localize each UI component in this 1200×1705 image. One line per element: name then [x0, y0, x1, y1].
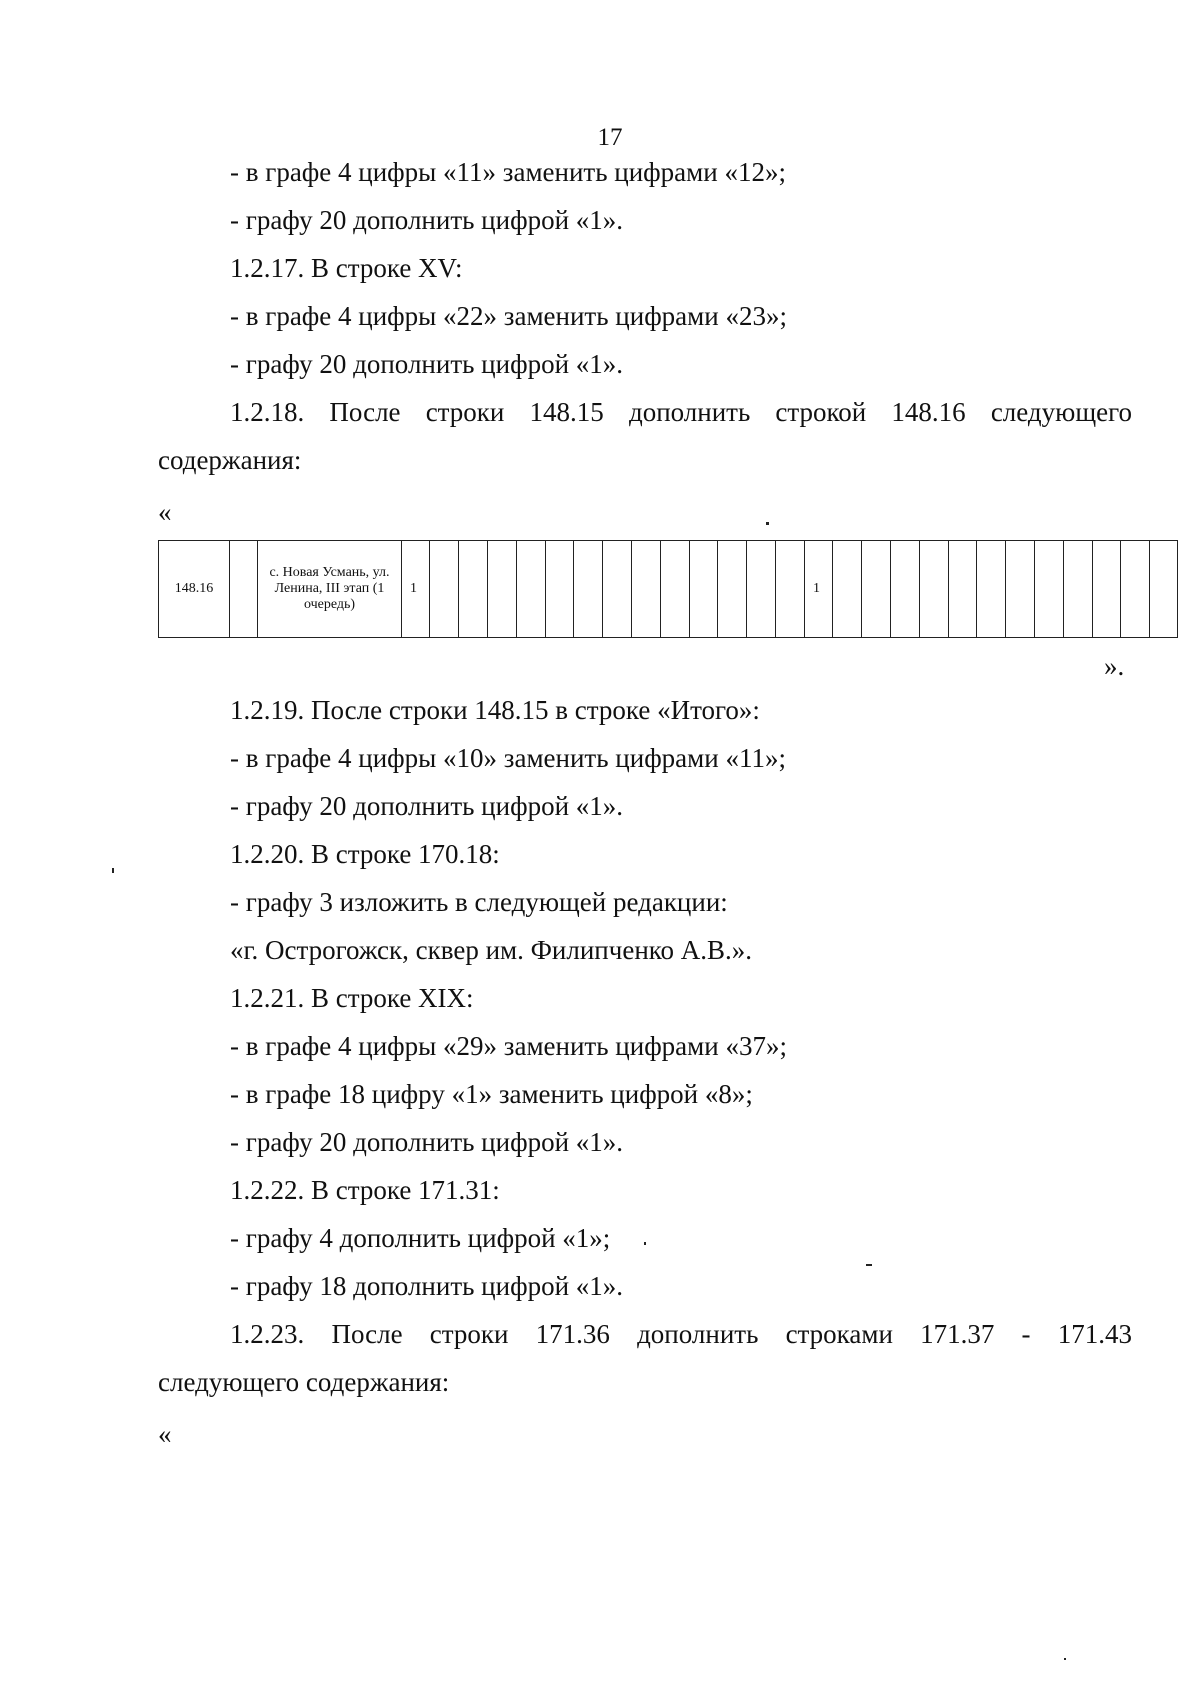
cell-col4: 1	[402, 541, 430, 638]
table-cell	[230, 541, 258, 638]
table-cell	[546, 541, 574, 638]
table-cell	[718, 541, 747, 638]
cell-col18: 1	[805, 541, 833, 638]
paragraph-line: «г. Острогожск, сквер им. Филипченко А.В.».	[230, 935, 753, 965]
table-cell	[632, 541, 661, 638]
table-cell	[459, 541, 488, 638]
scan-speck	[112, 868, 114, 873]
inserted-row-table	[158, 540, 1178, 638]
table-cell	[517, 541, 546, 638]
scan-speck	[1064, 1658, 1066, 1660]
table-cell	[1035, 541, 1064, 638]
table-row	[159, 541, 1178, 638]
paragraph-line: - в графе 4 цифры «10» заменить цифрами «11»;	[230, 743, 786, 773]
paragraph-line: - в графе 4 цифры «11» заменить цифрами «12»;	[230, 157, 786, 187]
table-cell	[574, 541, 603, 638]
paragraph-line: - графу 20 дополнить цифрой «1».	[230, 205, 624, 235]
table-cell	[430, 541, 459, 638]
table-cell	[1121, 541, 1150, 638]
table-cell	[661, 541, 690, 638]
paragraph-line: - графу 18 дополнить цифрой «1».	[230, 1271, 624, 1301]
table-cell	[690, 541, 718, 638]
page-number: 17	[597, 124, 623, 151]
cell-address: с. Новая Усмань, ул. Ленина, III этап (1 очередь)	[258, 541, 402, 638]
opening-quote: «	[158, 1419, 172, 1449]
table-cell	[1064, 541, 1093, 638]
table-cell	[920, 541, 949, 638]
table-cell	[776, 541, 805, 638]
paragraph-line: - графу 3 изложить в следующей редакции:	[230, 887, 728, 917]
paragraph-line: - в графе 18 цифру «1» заменить цифрой «8»;	[230, 1079, 753, 1109]
closing-quote: ».	[1104, 651, 1125, 681]
paragraph-line: - графу 20 дополнить цифрой «1».	[230, 791, 624, 821]
paragraph-line: - графу 20 дополнить цифрой «1».	[230, 349, 624, 379]
paragraph-line: следующего содержания:	[158, 1367, 450, 1397]
table-cell	[862, 541, 891, 638]
table-cell	[603, 541, 632, 638]
section-heading: 1.2.23. После строки 171.36 дополнить строками 171.37 - 171.43	[230, 1319, 1132, 1349]
table-cell	[833, 541, 862, 638]
table-cell	[747, 541, 776, 638]
opening-quote: «	[158, 497, 172, 527]
paragraph-line: - графу 20 дополнить цифрой «1».	[230, 1127, 624, 1157]
paragraph-line: содержания:	[158, 445, 302, 475]
table-cell	[977, 541, 1006, 638]
table-cell	[1093, 541, 1121, 638]
section-heading: 1.2.18. После строки 148.15 дополнить строкой 148.16 следующего	[230, 397, 1132, 427]
table-cell	[1006, 541, 1035, 638]
paragraph-line: - графу 4 дополнить цифрой «1»;	[230, 1223, 611, 1253]
scan-speck	[766, 522, 769, 525]
section-heading: 1.2.21. В строке XIX:	[230, 983, 474, 1013]
cell-row-number: 148.16	[159, 541, 230, 638]
table-cell	[1150, 541, 1178, 638]
scan-speck	[644, 1242, 646, 1245]
table-cell	[949, 541, 977, 638]
section-heading: 1.2.20. В строке 170.18:	[230, 839, 500, 869]
paragraph-line: - в графе 4 цифры «29» заменить цифрами «37»;	[230, 1031, 787, 1061]
table-cell	[891, 541, 920, 638]
section-heading: 1.2.17. В строке XV:	[230, 253, 463, 283]
scan-speck	[866, 1264, 872, 1266]
paragraph-line: - в графе 4 цифры «22» заменить цифрами «23»;	[230, 301, 787, 331]
table-cell	[488, 541, 517, 638]
section-heading: 1.2.19. После строки 148.15 в строке «Итого»:	[230, 695, 760, 725]
section-heading: 1.2.22. В строке 171.31:	[230, 1175, 500, 1205]
